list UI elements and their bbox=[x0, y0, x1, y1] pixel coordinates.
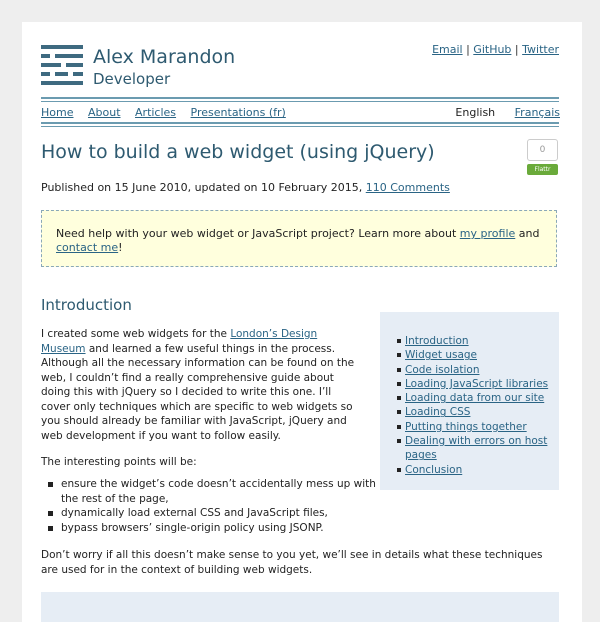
table-of-contents bbox=[380, 312, 559, 490]
toc-loading-data[interactable]: Loading data from our site bbox=[405, 392, 545, 405]
nav-divider-thin bbox=[41, 126, 559, 127]
comments-link[interactable]: 110 Comments bbox=[365, 181, 450, 194]
intro-paragraph bbox=[41, 327, 363, 443]
contact-link[interactable]: contact me bbox=[56, 241, 119, 254]
twitter-link[interactable]: Twitter bbox=[522, 43, 559, 56]
lang-current: English bbox=[455, 106, 496, 119]
intro-text-a: I created some web widgets for the bbox=[41, 328, 227, 340]
toc-loading-js[interactable]: Loading JavaScript libraries bbox=[405, 377, 549, 390]
header-divider-thin bbox=[41, 101, 559, 102]
page bbox=[22, 22, 582, 622]
section-heading-introduction: Introduction bbox=[41, 296, 132, 314]
article-title: How to build a web widget (using jQuery) bbox=[41, 141, 435, 163]
closing-paragraph: Don’t worry if all this doesn’t make sense to you yet, we’ll see in details what these techniques are used for in the context of building web widgets. bbox=[41, 549, 543, 576]
language-switch bbox=[455, 106, 560, 119]
flattr-button[interactable]: Flattr bbox=[527, 164, 558, 175]
toc-conclusion[interactable]: Conclusion bbox=[405, 463, 463, 476]
toc-introduction[interactable]: Introduction bbox=[405, 335, 469, 347]
site-name[interactable]: Alex Marandon bbox=[93, 46, 236, 68]
list-item: dynamically load external CSS and JavaScript files, bbox=[61, 506, 391, 521]
help-notice bbox=[41, 210, 557, 267]
nav-articles[interactable]: Articles bbox=[135, 106, 177, 119]
logo-icon bbox=[41, 45, 83, 85]
email-link[interactable]: Email bbox=[432, 43, 463, 56]
points-list bbox=[41, 477, 391, 535]
intro-text-b: and learned a few useful things in the process. Although all the necessary information can be found on the web, I couldn’t find a really comprehensive guide about doing this with jQuery so I decided to write this one. I’ll cover only techniques which are specific to web widgets so you should already be familiar with JavaScript, jQuery and web development if you want to follow easily. bbox=[41, 342, 355, 442]
flattr-widget[interactable] bbox=[527, 139, 558, 175]
nav-home[interactable]: Home bbox=[41, 106, 74, 119]
notice-text: Need help with your web widget or JavaScript project? Learn more about bbox=[56, 227, 457, 240]
github-link[interactable]: GitHub bbox=[473, 43, 512, 56]
flattr-count: 0 bbox=[527, 139, 558, 161]
toc-loading-css[interactable]: Loading CSS bbox=[405, 406, 471, 419]
notice-end: ! bbox=[118, 241, 123, 254]
toc-widget-usage[interactable]: Widget usage bbox=[405, 349, 477, 362]
toc-dealing-errors[interactable]: Dealing with errors on host pages bbox=[405, 435, 548, 462]
profile-link[interactable]: my profile bbox=[459, 227, 516, 240]
nav-about[interactable]: About bbox=[87, 106, 121, 119]
nav-presentations[interactable]: Presentations (fr) bbox=[190, 106, 286, 119]
list-item: ensure the widget’s code doesn’t accidentally mess up with the rest of the page, bbox=[61, 477, 391, 506]
site-role: Developer bbox=[93, 70, 171, 88]
toc-code-isolation[interactable]: Code isolation bbox=[405, 363, 480, 376]
list-item: bypass browsers’ single-origin policy using JSONP. bbox=[61, 521, 391, 536]
design-museum-link[interactable]: London’s Design Museum bbox=[41, 328, 318, 355]
points-label: The interesting points will be: bbox=[41, 456, 197, 468]
notice-and: and bbox=[518, 227, 540, 240]
header-divider bbox=[41, 97, 559, 99]
lang-french[interactable]: Français bbox=[514, 106, 560, 119]
main-nav bbox=[41, 106, 297, 119]
code-box bbox=[41, 592, 559, 622]
published-info bbox=[41, 181, 450, 194]
published-date: Published on 15 June 2010, updated on 10 February 2015, bbox=[41, 181, 363, 194]
contact-links: Email | GitHub | Twitter bbox=[432, 43, 559, 56]
toc-putting-together[interactable]: Putting things together bbox=[405, 420, 527, 433]
nav-divider bbox=[41, 122, 559, 124]
